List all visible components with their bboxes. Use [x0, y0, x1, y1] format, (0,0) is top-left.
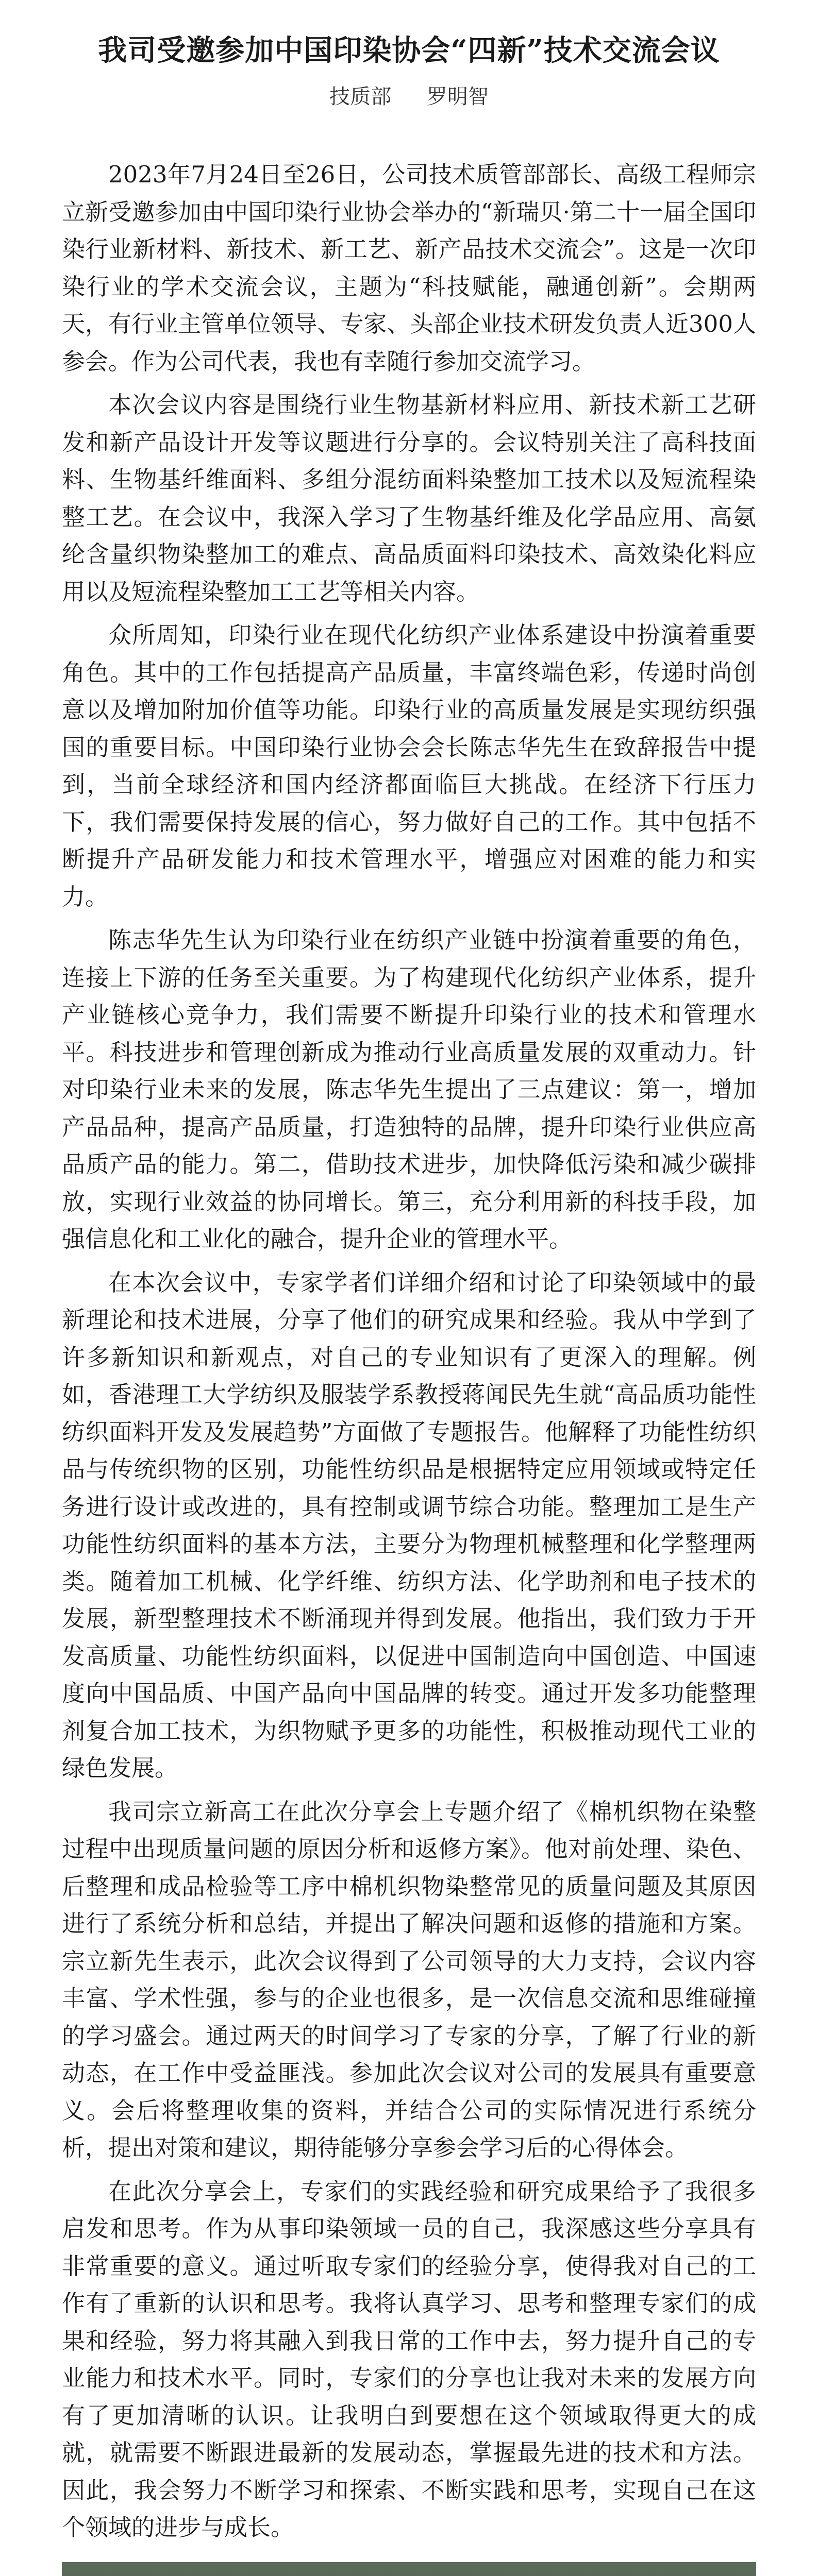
conference-photo	[62, 2562, 756, 2576]
paragraph-7: 在此次分享会上，专家们的实践经验和研究成果给予了我很多启发和思考。作为从事印染领域一员的自己，我深感这些分享具有非常重要的意义。通过听取专家们的经验分享，使得我对自己的工作有了重新的认识和思考。我将认真学习、思考和整理专家们的成果和经验，努力将其融入到我日常的工作中去，努力提升自己的专业能力和技术水平。同时，专家们的分享也让我对未来的发展方向有了更加清晰的认识。让我明白到要想在这个领域取得更大的成就，就需要不断跟进最新的发展动态，掌握最先进的技术和方法。因此，我会努力不断学习和探索、不断实践和思考，实现自己在这个领域的进步与成长。	[62, 2177, 756, 2541]
article-title: 我司受邀参加中国印染协会“四新”技术交流会议	[98, 33, 720, 67]
paragraph-2: 本次会议内容是围绕行业生物基新材料应用、新技术新工艺研发和新产品设计开发等议题进行分享的。会议特别关注了高科技面料、生物基纤维面料、多组分混纺面料染整加工技术以及短流程染整工艺。在会议中，我深入学习了生物基纤维及化学品应用、高氨纶含量织物染整加工的难点、高品质面料印染技术、高效染化料应用以及短流程染整加工工艺等相关内容。	[62, 391, 756, 605]
paragraph-3: 众所周知，印染行业在现代化纺织产业体系建设中扮演着重要角色。其中的工作包括提高产品质量，丰富终端色彩，传递时尚创意以及增加附加价值等功能。印染行业的高质量发展是实现纺织强国的重要目标。中国印染行业协会会长陈志华先生在致辞报告中提到，当前全球经济和国内经济都面临巨大挑战。在经济下行压力下，我们需要保持发展的信心，努力做好自己的工作。其中包括不断提升产品研发能力和技术管理水平，增强应对困难的能力和实力。	[62, 621, 756, 910]
article-byline	[62, 80, 756, 110]
paragraph-5: 在本次会议中，专家学者们详细介绍和讨论了印染领域中的最新理论和技术进展，分享了他们的研究成果和经验。我从中学到了许多新知识和新观点，对自己的专业知识有了更深入的理解。例如，香港理工大学纺织及服装学系教授蒋闻民先生就“高品质功能性纺织面料开发及发展趋势”方面做了专题报告。他解释了功能性纺织品与传统织物的区别，功能性纺织品是根据特定应用领域或特定任务进行设计或改进的，具有控制或调节综合功能。整理加工是生产功能性纺织面料的基本方法，主要分为物理机械整理和化学整理两类。随着加工机械、化学纤维、纺织方法、化学助剂和电子技术的发展，新型整理技术不断涌现并得到发展。他指出，我们致力于开发高质量、功能性纺织面料，以促进中国制造向中国创造、中国速度向中国品质、中国产品向中国品牌的转变。通过开发多功能整理剂复合加工技术，为织物赋予更多的功能性，积极推动现代工业的绿色发展。	[62, 1268, 756, 1782]
paragraph-4: 陈志华先生认为印染行业在纺织产业链中扮演着重要的角色，连接上下游的任务至关重要。为了构建现代化纺织产业体系，提升产业链核心竞争力，我们需要不断提升印染行业的技术和管理水平。科技进步和管理创新成为推动行业高质量发展的双重动力。针对印染行业未来的发展，陈志华先生提出了三点建议：第一，增加产品品种，提高产品质量，打造独特的品牌，提升印染行业供应高品质产品的能力。第二，借助技术进步，加快降低污染和减少碳排放，实现行业效益的协同增长。第三，充分利用新的科技手段，加强信息化和工业化的融合，提升企业的管理水平。	[62, 926, 756, 1252]
author-label: 罗明智	[426, 85, 489, 109]
paragraph-1: 2023年7月24日至26日，公司技术质管部部长、高级工程师宗立新受邀参加由中国印染行业协会举办的“新瑞贝·第二十一届全国印染行业新材料、新技术、新工艺、新产品技术交流会”。这是一次印染行业的学术交流会议，主题为“科技赋能，融通创新”。会期两天，有行业主管单位领导、专家、头部企业技术研发负责人近300人参会。作为公司代表，我也有幸随行参加交流学习。	[62, 161, 756, 375]
department-label: 技质部	[329, 85, 392, 109]
paragraph-6: 我司宗立新高工在此次分享会上专题介绍了《棉机织物在染整过程中出现质量问题的原因分析和返修方案》。他对前处理、染色、后整理和成品检验等工序中棉机织物染整常见的质量问题及其原因进行了系统分析和总结，并提出了解决问题和返修的措施和方案。宗立新先生表示，此次会议得到了公司领导的大力支持，会议内容丰富、学术性强，参与的企业也很多，是一次信息交流和思维碰撞的学习盛会。通过两天的时间学习了专家的分享，了解了行业的新动态，在工作中受益匪浅。参加此次会议对公司的发展具有重要意义。会后将整理收集的资料，并结合公司的实际情况进行系统分析，提出对策和建议，期待能够分享参会学习后的心得体会。	[62, 1798, 756, 2161]
